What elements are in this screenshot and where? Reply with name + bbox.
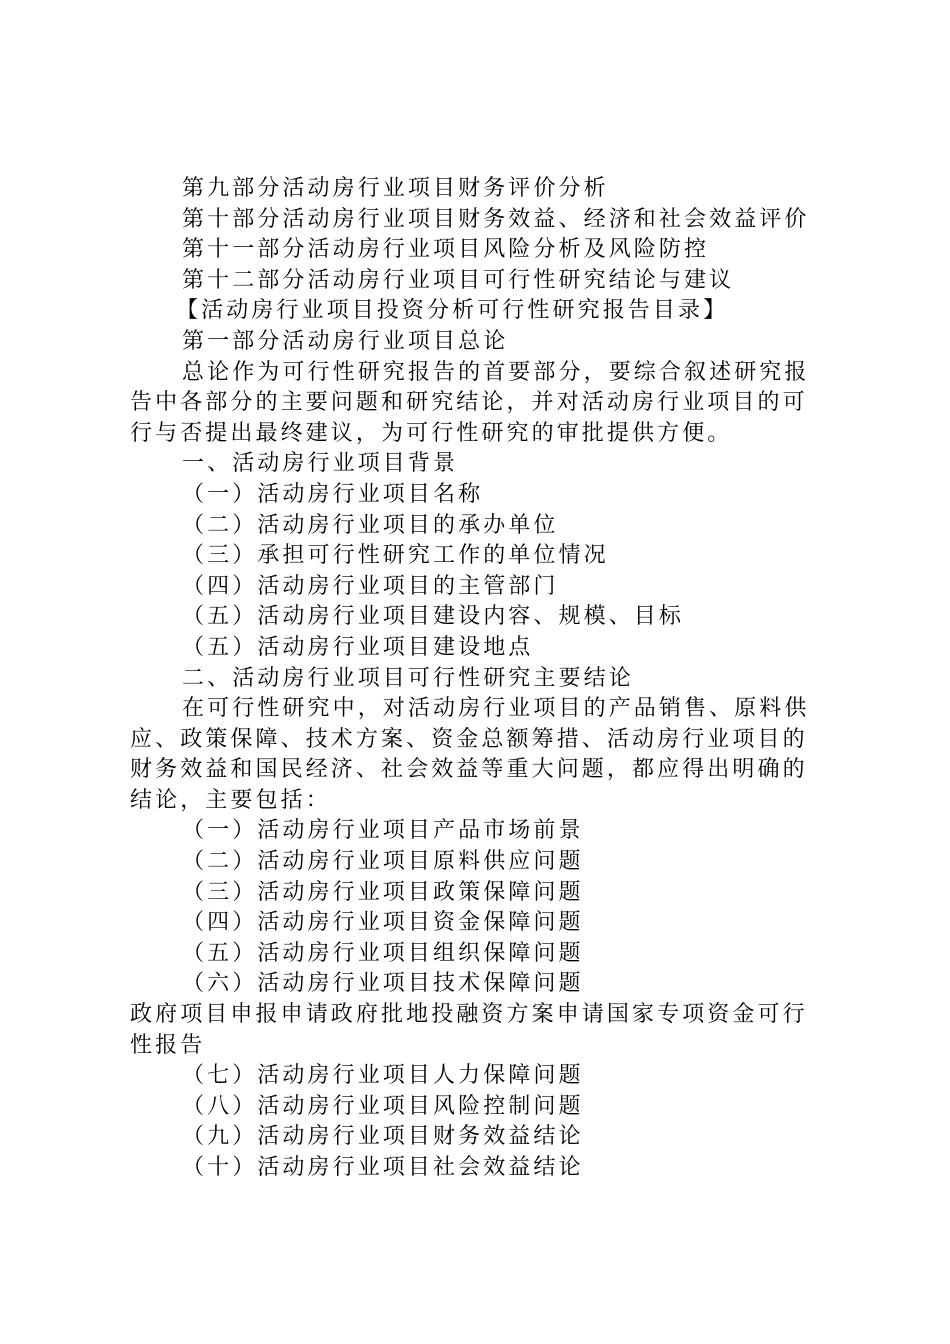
ad-paragraph: 政府项目申报申请政府批地投融资方案申请国家专项资金可行性报告 xyxy=(130,1002,808,1058)
section2-item: （六）活动房行业项目技术保障问题 xyxy=(182,971,584,997)
section1-item: （二）活动房行业项目的承办单位 xyxy=(182,512,559,538)
toc-line-part9: 第九部分活动房行业项目财务评价分析 xyxy=(182,176,609,201)
section1-item: （五）活动房行业项目建设内容、规模、目标 xyxy=(182,604,685,630)
intro-paragraph: 总论作为可行性研究报告的首要部分，要综合叙述研究报告中各部分的主要问题和研究结论，并对活动房行业项目的可行与否提出最终建议，为可行性研究的审批提供方便。 xyxy=(130,359,810,446)
catalog-title: 【活动房行业项目投资分析可行性研究报告目录】 xyxy=(176,298,729,324)
section2-item: （三）活动房行业项目政策保障问题 xyxy=(182,879,584,905)
section1-item: （一）活动房行业项目名称 xyxy=(182,481,484,507)
section2-item: （十）活动房行业项目社会效益结论 xyxy=(182,1155,584,1180)
section2-item: （七）活动房行业项目人力保障问题 xyxy=(182,1063,584,1089)
toc-line-part11: 第十一部分活动房行业项目风险分析及风险防控 xyxy=(182,237,710,263)
section2-item: （二）活动房行业项目原料供应问题 xyxy=(182,849,584,875)
section1-item: （三）承担可行性研究工作的单位情况 xyxy=(182,543,609,569)
section2-item: （一）活动房行业项目产品市场前景 xyxy=(182,818,584,844)
section2-item: （九）活动房行业项目财务效益结论 xyxy=(182,1124,584,1150)
toc-line-part12: 第十二部分活动房行业项目可行性研究结论与建议 xyxy=(182,267,735,293)
section1-item: （五）活动房行业项目建设地点 xyxy=(182,634,534,660)
section2-item: （八）活动房行业项目风险控制问题 xyxy=(182,1093,584,1119)
toc-line-part10: 第十部分活动房行业项目财务效益、经济和社会效益评价 xyxy=(182,206,810,232)
section1-title: 一、活动房行业项目背景 xyxy=(182,451,459,477)
section2-item: （四）活动房行业项目资金保障问题 xyxy=(182,910,584,936)
part1-title: 第一部分活动房行业项目总论 xyxy=(182,328,509,354)
section2-paragraph: 在可行性研究中，对活动房行业项目的产品销售、原料供应、政策保障、技术方案、资金总额筹措、活动房行业项目的财务效益和国民经济、社会效益等重大问题，都应得出明确的结论，主要包括： xyxy=(130,696,810,813)
section2-title: 二、活动房行业项目可行性研究主要结论 xyxy=(182,665,634,691)
section1-item: （四）活动房行业项目的主管部门 xyxy=(182,573,559,599)
document-body xyxy=(130,174,830,1184)
section2-item: （五）活动房行业项目组织保障问题 xyxy=(182,940,584,966)
